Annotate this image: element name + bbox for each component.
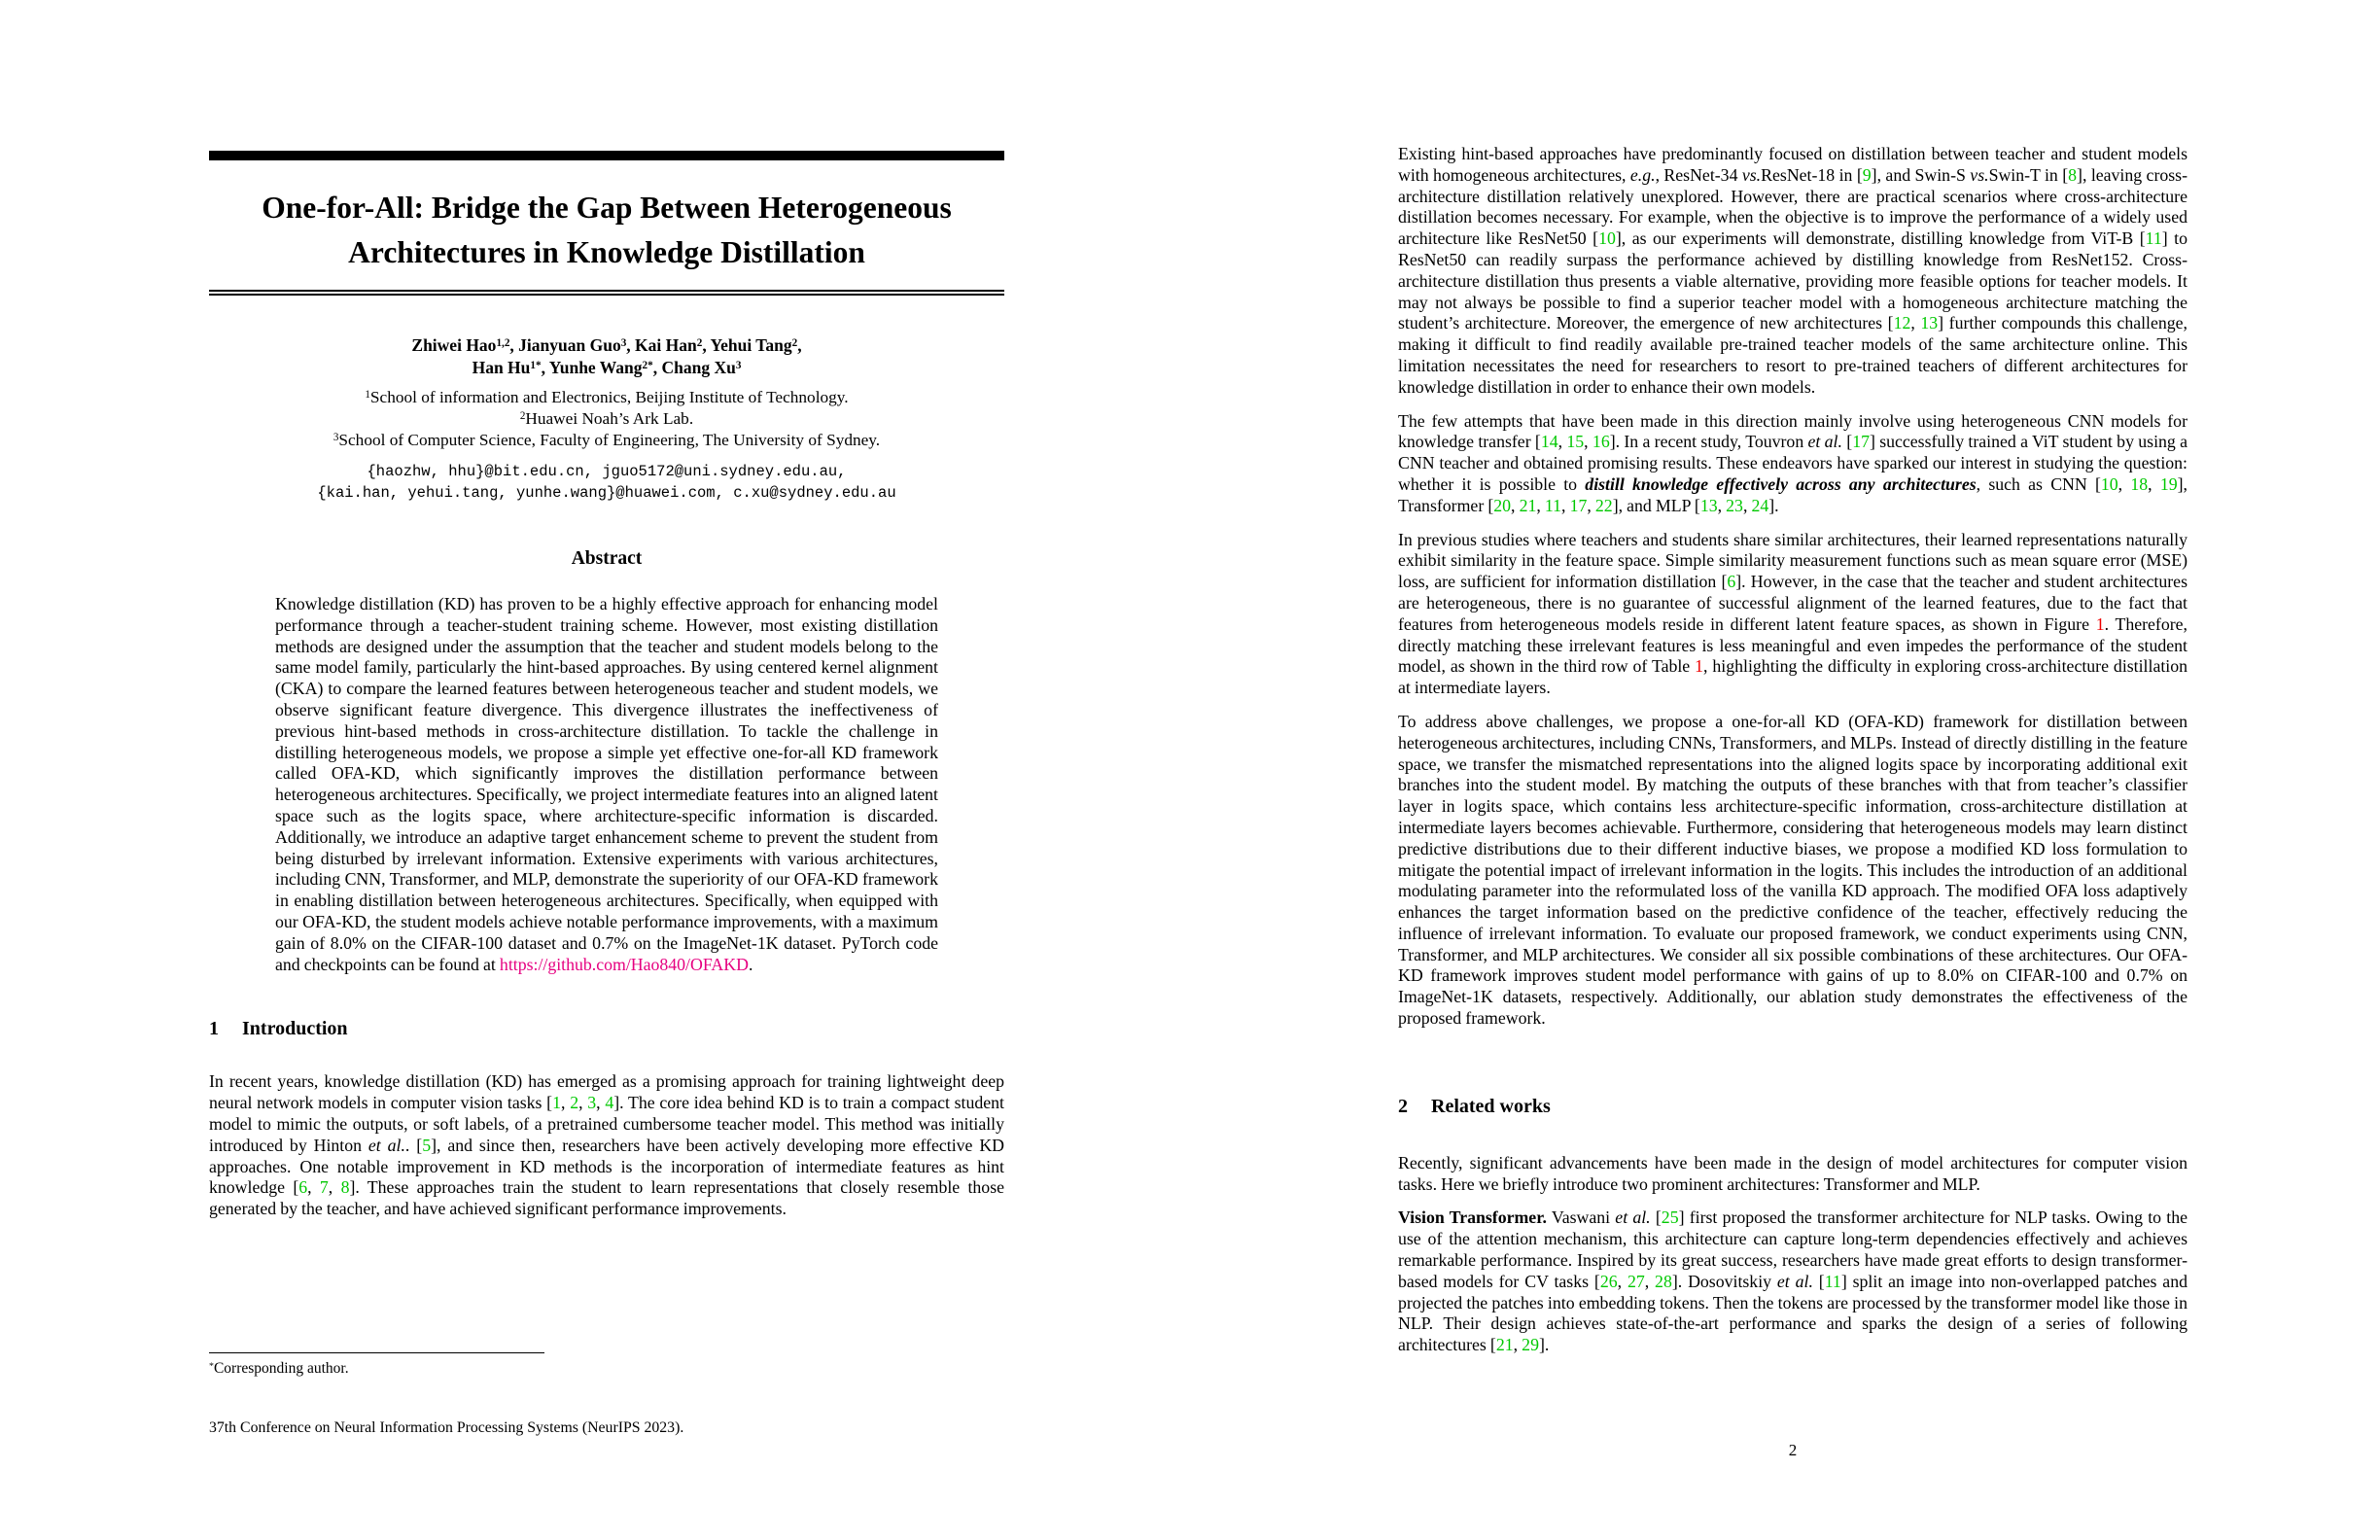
citation-link[interactable]: 29 [1522,1335,1539,1355]
citation-link[interactable]: 1 [552,1093,561,1113]
introduction-paragraph: In recent years, knowledge distillation (KD) has emerged as a promising approach for training lightweight deep neural network models in computer vision tasks [1, 2, 3, 4]. The core idea behind KD is to train a compact student model to mimic the outputs, or soft labels, of a pretrained cumbersome teacher model. This method was initially introduced by Hinton et al.. [5], and since then, researchers have been actively developing more effective KD approaches. One notable improvement in KD methods is the incorporation of intermediate features as hint knowledge [6, 7, 8]. These approaches train the student to learn representations that closely resemble those generated by the teacher, and have achieved significant performance improvements. [209,1071,1005,1219]
author-block [209,334,1004,379]
authors-line-2: Han $Hu^{1*}$, Yunhe Wang$^{2*}$, Chang Xu$^3$ [472,358,742,377]
emails-line-2: {kai.han, yehui.tang, yunhe.wang}@huawei.com, c.xu@sydney.edu.au [317,484,896,502]
footnote-block [209,1352,1004,1378]
figure-table-ref-link[interactable]: 1 [1695,656,1704,677]
citation-link[interactable]: 10 [2100,473,2118,494]
abstract-heading: Abstract [571,548,643,569]
paper-title-line-1: One-for-All: Bridge the Gap Between Heterogeneous [262,191,952,225]
citation-link[interactable]: 22 [1594,495,1613,515]
emails-line-1: {haozhw, hhu}@bit.edu.cn, jguo5172@uni.sydney.edu.au, [367,463,847,480]
citation-link[interactable]: 19 [2159,473,2178,494]
footnote-rule [209,1352,544,1353]
page-2 [1398,0,2188,1459]
paragraph-ofa-kd-proposal: To address above challenges, we propose a one-for-all KD (OFA-KD) framework for distillation between heterogeneous architectures, including CNNs, Transformers, and MLPs. Instead of directly distilling in the feature space, we transfer the mismatched representations into the aligned logits space by incorporating additional exit branches into the student model. By matching the outputs of these branches with that from teacher’s classifier layer in logits space, which contains less architecture-specific information, cross-architecture distillation at intermediate layers becomes achievable. Furthermore, considering that heterogeneous models may learn distinct predictive distributions due to their different inductive biases, we propose a modified KD loss formulation to mitigate the potential impact of irrelevant information in the logits. This includes the introduction of an additional modulating parameter into the reformulated loss of the vanilla KD approach. The modified OFA loss adaptively enhances the target information based on the predictive confidence of the teacher, effectively reducing the influence of irrelevant information. To evaluate our proposed framework, we conduct experiments using CNN, Transformer, and MLP architectures. We consider all six possible combinations of these architectures. Our OFA-KD framework improves student model performance with gains of up to 8.0% on CIFAR-100 and 0.7% on ImageNet-1K datasets, respectively. Additionally, our ablation study demonstrates the effectiveness of the proposed framework. [1398,711,2188,1029]
citation-link[interactable]: 11 [2145,228,2162,249]
vision-transformer-paragraph: Vision Transformer. Vaswani et al. [25] first proposed the transformer architecture for NLP tasks. Owing to the use of the attention mechanism, this architecture can capture long-term dependencies effectively and achieves remarkable performance. Inspired by its great success, researchers have made great efforts to design transformer-based models for CV tasks [26, 27, 28]. Dosovitskiy et al. [11] split an image into non-overlapped patches and projected the patches into embedding tokens. Then the tokens are processed by the transformer model like those in NLP. Their design achieves state-of-the-art performance and sparks the design of a series of following architectures [21, 29]. [1398,1208,2188,1355]
paragraph-previous-studies: In previous studies where teachers and students share similar architectures, their learned representations naturally exhibit similarity in the feature space. Simple similarity measurement functions such as mean square error (MSE) loss, are sufficient for information distillation [6]. However, in the case that the teacher and student architectures are heterogeneous, there is no guarantee of successful alignment of the learned features, due to the fact that features from heterogeneous models reside in different latent feature spaces, as shown in Figure 1. Therefore, directly matching these irrelevant features is less meaningful and even impedes the performance of the student model, as shown in the third row of Table 1, highlighting the difficulty in exploring cross-architecture distillation at intermediate layers. [1398,529,2188,698]
citation-link[interactable]: 3 [587,1093,597,1113]
url-link[interactable]: https://github.com/Hao840/OFAKD [499,954,749,974]
figure-table-ref-link[interactable]: 1 [2095,613,2105,634]
affiliation-2: $^2$Huawei Noah’s Ark Lab. [519,409,694,428]
abstract-text: Knowledge distillation (KD) has proven to be a highly effective approach for enhancing model performance through a teacher-student training scheme. However, most existing distillation methods are designed under the assumption that the teacher and student models belong to the same model family, particularly the hint-based approaches. By using centered kernel alignment (CKA) to compare the learned features between heterogeneous teacher and student models, we observe significant feature divergence. This divergence illustrates the ineffectiveness of previous hint-based methods in cross-architecture distillation. To tackle the challenge in distilling heterogeneous models, we propose a simple yet effective one-for-all KD framework called OFA-KD, which significantly improves the distillation performance between heterogeneous architectures. Specifically, we project intermediate features into an aligned latent space such as the logits space, where architecture-specific information is discarded. Additionally, we introduce an adaptive target enhancement scheme to prevent the student from being disturbed by irrelevant information. Extensive experiments with various architectures, including CNN, Transformer, and MLP, demonstrate the superiority of our OFA-KD framework in enabling distillation between heterogeneous architectures. Specifically, when equipped with our OFA-KD, the student models achieve notable performance improvements, with a maximum gain of 8.0% on the CIFAR-100 dataset and 0.7% on the ImageNet-1K dataset. PyTorch code and checkpoints can be found at https://github.com/Hao840/OFAKD. [275,594,938,974]
citation-link[interactable]: 5 [422,1135,432,1155]
section-1-heading [209,1018,1004,1040]
paragraph-hint-based: Existing hint-based approaches have predominantly focused on distillation between teacher and student models with homogeneous architectures, e.g., ResNet-34 vs.ResNet-18 in [9], and Swin-S vs.Swin-T in [8], leaving cross-architecture distillation relatively unexplored. However, there are practical scenarios where cross-architecture distillation becomes necessary. For example, when the objective is to improve the performance of a widely used architecture like ResNet50 [10], as our experiments will demonstrate, distilling knowledge from ViT-B [11] to ResNet50 can readily surpass the performance achieved by distilling knowledge from ResNet152. Cross-architecture distillation thus presents a viable alternative, providing more feasible options for teacher models. It may not always be possible to find a superior teacher model with a homogeneous architecture matching the student’s architecture. Moreover, the emergence of new architectures [12, 13] further compounds this challenge, making it difficult to find readily available pre-trained teacher models of the same architecture online. This limitation necessitates the need for researchers to resort to pre-trained teachers of different architectures for knowledge distillation in order to enhance their own models. [1398,144,2188,397]
section-2-number: 2 [1398,1095,1408,1117]
related-works-intro-paragraph: Recently, significant advancements have been made in the design of model architectures for computer vision tasks. Here we briefly introduce two prominent architectures: Transformer and MLP. [1398,1152,2188,1194]
citation-link[interactable]: 7 [319,1177,329,1198]
citation-link[interactable]: 14 [1540,432,1558,452]
citation-link[interactable]: 10 [1598,228,1616,249]
top-thick-rule [209,151,1004,160]
affiliations [209,387,1004,451]
citation-link[interactable]: 18 [2130,473,2149,494]
citation-link[interactable]: 25 [1661,1208,1679,1228]
citation-link[interactable]: 23 [1726,495,1743,515]
citation-link[interactable]: 17 [1852,432,1870,452]
section-1-title: Introduction [242,1018,348,1040]
paper-title [209,186,1004,275]
citation-link[interactable]: 6 [298,1177,308,1198]
affiliation-3: $^3$School of Computer Science, Faculty of Engineering, The University of Sydney. [332,431,881,449]
citation-link[interactable]: 16 [1592,432,1610,452]
citation-link[interactable]: 4 [605,1093,614,1113]
citation-link[interactable]: 27 [1627,1271,1645,1291]
citation-link[interactable]: 21 [1519,495,1537,515]
page-number: 2 [1788,1441,1798,1459]
citation-link[interactable]: 20 [1493,495,1512,515]
citation-link[interactable]: 2 [570,1093,579,1113]
citation-link[interactable]: 15 [1566,432,1585,452]
citation-link[interactable]: 13 [1920,313,1939,333]
affiliation-1: $^1$School of information and Electronics, Beijing Institute of Technology. [365,388,849,406]
section-1-number: 1 [209,1018,219,1040]
citation-link[interactable]: 11 [1824,1271,1841,1291]
email-block [209,461,1004,504]
citation-link[interactable]: 6 [1727,572,1736,592]
citation-link[interactable]: 26 [1599,1271,1618,1291]
page-1 [209,0,1005,1436]
authors-line-1: Zhiwei Hao$^{1,2}$, Jianyuan Guo$^3$, Kai Han$^2$, Yehui Tang$^2$, [411,335,802,355]
citation-link[interactable]: 8 [340,1177,350,1198]
title-double-rule [209,290,1004,292]
footnote-text: *Corresponding author. [209,1360,349,1377]
paragraph-few-attempts: The few attempts that have been made in this direction mainly involve using heterogeneous CNN models for knowledge transfer [14, 15, 16]. In a recent study, Touvron et al. [17] successfully trained a ViT student by using a CNN teacher and obtained promising results. These endeavors have sparked our interest in studying the question: whether it is possible to distill knowledge effectively across any architectures, such as CNN [10, 18, 19], Transformer [20, 21, 11, 17, 22], and MLP [13, 23, 24]. [1398,410,2188,515]
citation-link[interactable]: 24 [1751,495,1769,515]
citation-link[interactable]: 9 [1862,164,1872,185]
section-2-heading [1398,1096,2188,1118]
section-2-title: Related works [1431,1095,1551,1117]
citation-link[interactable]: 11 [1544,495,1562,515]
citation-link[interactable]: 8 [2068,164,2078,185]
citation-link[interactable]: 28 [1655,1271,1672,1291]
citation-link[interactable]: 17 [1569,495,1588,515]
citation-link[interactable]: 12 [1893,313,1911,333]
conference-footer: 37th Conference on Neural Information Processing Systems (NeurIPS 2023). [209,1419,684,1436]
citation-link[interactable]: 13 [1699,495,1718,515]
paper-title-line-2: Architectures in Knowledge Distillation [348,235,865,269]
citation-link[interactable]: 21 [1495,1335,1514,1355]
